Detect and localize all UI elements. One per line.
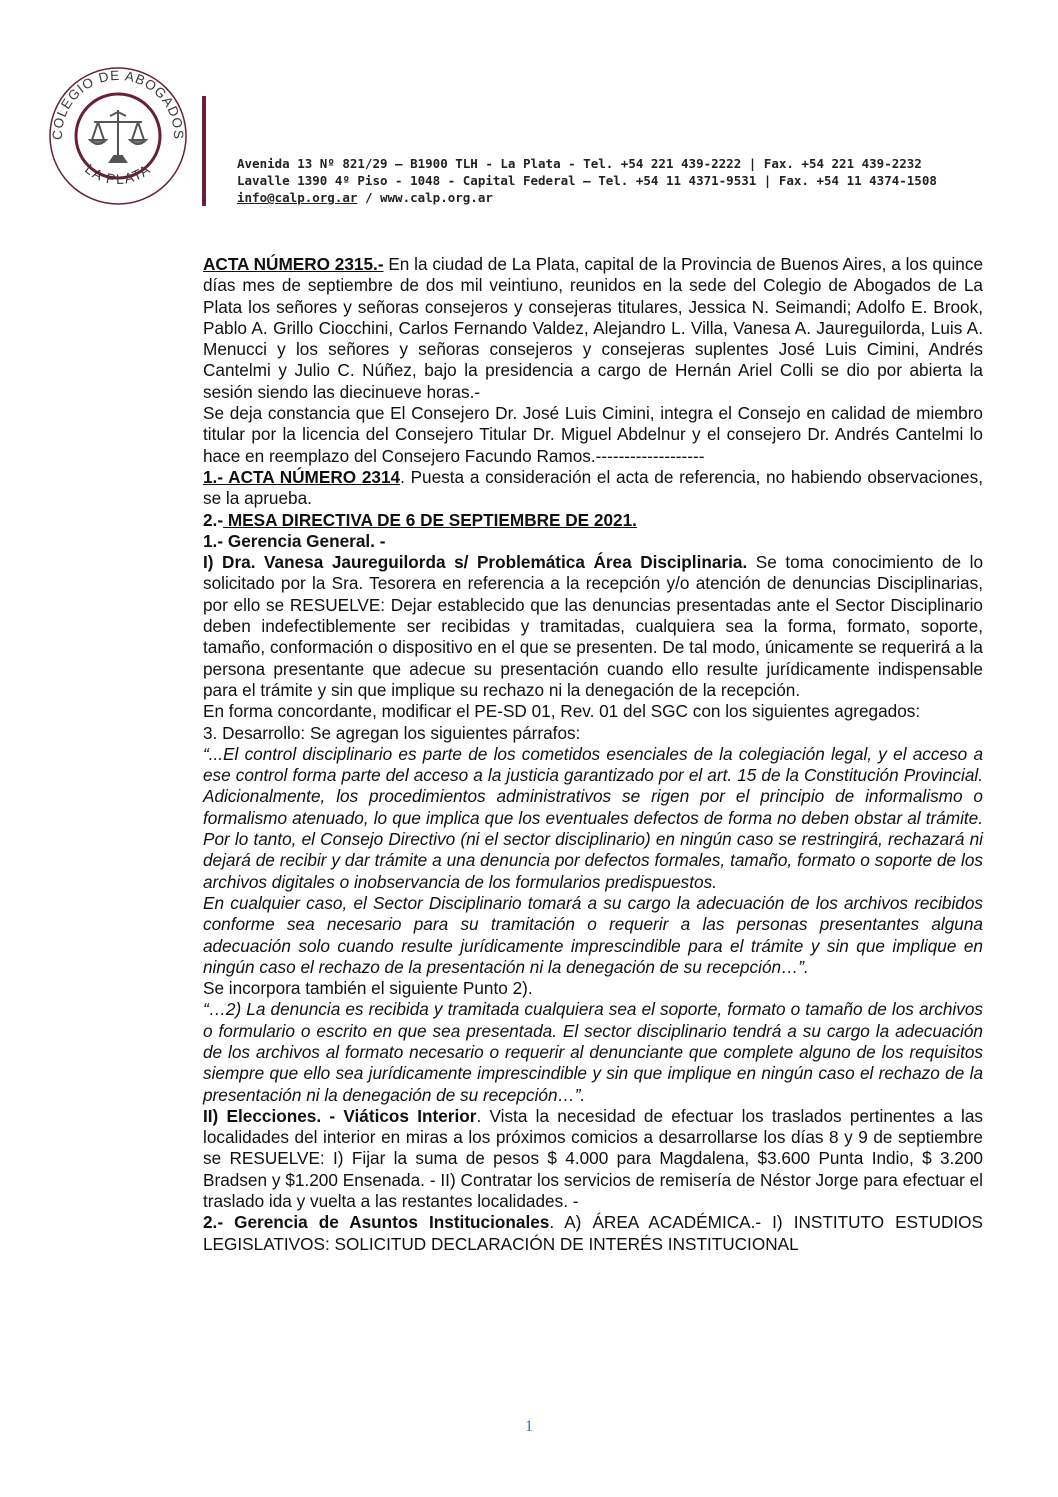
header-divider [202, 96, 206, 206]
asuntos-institucionales-heading: 2.- Gerencia de Asuntos Institucionales [203, 1212, 550, 1233]
address-line-la-plata: Avenida 13 Nº 821/29 – B1900 TLH - La Plata - Tel. +54 221 439-2222 | Fax. +54 221 439-2232 [237, 156, 922, 171]
email-link[interactable]: info@calp.org.ar [237, 190, 358, 205]
contact-links [237, 189, 937, 206]
acta-2314-heading: 1.- ACTA NÚMERO 2314 [203, 466, 401, 487]
acta-body [203, 254, 983, 1255]
paragraph-disciplinaria: I) Dra. Vanesa Jaureguilorda s/ Problemática Área Disciplinaria. Se toma conocimiento de lo solicitado por la Sra. Tesorera en referencia a la recepción y/o atención de denuncias Disciplinarias, por ello se RESUELVE: Dejar establecido que las denuncias presentadas ante el Sector Disciplinario deben indefectiblemente ser recibidas y tramitadas, cualquiera sea la forma, formato, soporte, tamaño, conformación o dispositivo en el que se presenten. De tal modo, únicamente se requerirá a la persona presentante que adecue su presentación cuando ello resulte jurídicamente indispensable para el trámite y sin que implique su rechazo ni la denegación de la recepción. [203, 552, 983, 700]
elecciones-heading: II) Elecciones. - Viáticos Interior [203, 1105, 477, 1126]
header-contact [237, 155, 937, 206]
address-line-capital: Lavalle 1390 4º Piso - 1048 - Capital Federal – Tel. +54 11 4371-9531 | Fax. +54 11 4374-1508 [237, 173, 937, 188]
paragraph-punto-2: Se incorpora también el siguiente Punto 2). [203, 978, 533, 999]
quote-control-disciplinario: “...El control disciplinario es parte de los cometidos esenciales de la colegiación legal, y el acceso a ese control forma parte del acceso a la justicia garantizado por el art. 15 de la Constitución Provincial. Adicionalmente, los procedimientos administrativos se rigen por el principio de informalismo o formalismo atenuado, lo que implica que los eventuales defectos de forma no deben obstar al trámite. Por lo tanto, el Consejo Directivo (ni el sector disciplinario) en ningún caso se restringirá, rechazará ni dejará de recibir y dar trámite a una denuncia por defectos formales, tamaño, formato o soporte de los archivos digitales o inobservancia de los formularios predispuestos. [203, 743, 983, 892]
paragraph-acta-2314: 1.- ACTA NÚMERO 2314. Puesta a consideración el acta de referencia, no habiendo observaciones, se la aprueba. [203, 466, 983, 509]
logo-top-text: COLEGIO DE ABOGADOS [49, 67, 187, 141]
paragraph-elecciones: II) Elecciones. - Viáticos Interior. Vista la necesidad de efectuar los traslados pertinentes a las localidades del interior en miras a los próximos comicios a desarrollarse los días 8 y 9 de septiembre se RESUELVE: I) Fijar la suma de pesos $ 4.000 para Magdalena, $3.600 Punta Indio, $ 3.200 Bradsen y $1.200 Ensenada. - II) Contratar los servicios de remisería de Néstor Jorge para efectuar el traslado ida y vuelta a las restantes localidades. - [203, 1105, 983, 1212]
section-mesa-directiva: 2.- MESA DIRECTIVA DE 6 DE SEPTIEMBRE DE 2021. [203, 509, 637, 530]
quote-punto-2: “…2) La denuncia es recibida y tramitada cualquiera sea el soporte, formato o tamaño de los archivos o formulario o escrito en que sea presentada. El sector disciplinario tendrá a su cargo la adecuación de los archivos al formato necesario o requerir al denunciante que complete alguno de los requisitos siempre que ello sea jurídicamente imprescindible y sin que implique en ningún caso el rechazo de la presentación ni la denegación de su recepción…”. [203, 999, 983, 1105]
acta-heading: ACTA NÚMERO 2315.- [203, 254, 384, 274]
link-separator: / [357, 190, 380, 205]
paragraph-opening: ACTA NÚMERO 2315.- En la ciudad de La Plata, capital de la Provincia de Buenos Aires, a los quince días mes de septiembre de dos mil veintiuno, reunidos en la sede del Colegio de Abogados de La Plata los señores y señoras consejeros y consejeras titulares, Jessica N. Seimandi; Adolfo E. Brook, Pablo A. Grillo Ciocchini, Carlos Fernando Valdez, Alejandro L. Villa, Vanesa A. Jaureguilorda, Luis A. Menucci y los señores y señoras consejeros y consejeras suplentes José Luis Cimini, Andrés Cantelmi y Julio C. Núñez, bajo la presidencia a cargo de Hernán Ariel Colli se dio por abierta la sesión siendo las diecinueve horas.- [203, 254, 983, 402]
paragraph-concordante: En forma concordante, modificar el PE-SD 01, Rev. 01 del SGC con los siguientes agregados: [203, 701, 921, 722]
scales-of-justice-icon [90, 110, 146, 162]
logo-bottom-text: LA PLATA [82, 160, 154, 188]
quote-cualquier-caso: En cualquier caso, el Sector Disciplinario tomará a su cargo la adecuación de los archivos recibidos conforme sea necesario para su tramitación o requerir a las personas presentantes alguna adecuación solo cuando resulte jurídicamente imprescindible para el trámite y sin que implique en ningún caso el rechazo de la presentación ni la denegación de su recepción…”. [203, 892, 983, 977]
page-number: 1 [525, 1418, 533, 1435]
section-gerencia-general: 1.- Gerencia General. - [203, 530, 386, 551]
paragraph-asuntos-institucionales: 2.- Gerencia de Asuntos Institucionales. A) ÁREA ACADÉMICA.- I) INSTITUTO ESTUDIOS LEGISLATIVOS: SOLICITUD DECLARACIÓN DE INTERÉS INSTITUCIONAL [203, 1212, 984, 1254]
paragraph-desarrollo: 3. Desarrollo: Se agregan los siguientes párrafos: [203, 722, 581, 743]
website-link[interactable]: www.calp.org.ar [380, 190, 493, 205]
paragraph-constancia: Se deja constancia que El Consejero Dr. José Luis Cimini, integra el Consejo en calidad de miembro titular por la licencia del Consejero Titular Dr. Miguel Abdelnur y el consejero Dr. Andrés Cantelmi lo hace en reemplazo del Consejero Facundo Ramos.------------------- [203, 403, 983, 466]
colegio-logo [48, 66, 188, 206]
disciplinaria-heading: I) Dra. Vanesa Jaureguilorda s/ Problemática Área Disciplinaria. [203, 552, 748, 573]
